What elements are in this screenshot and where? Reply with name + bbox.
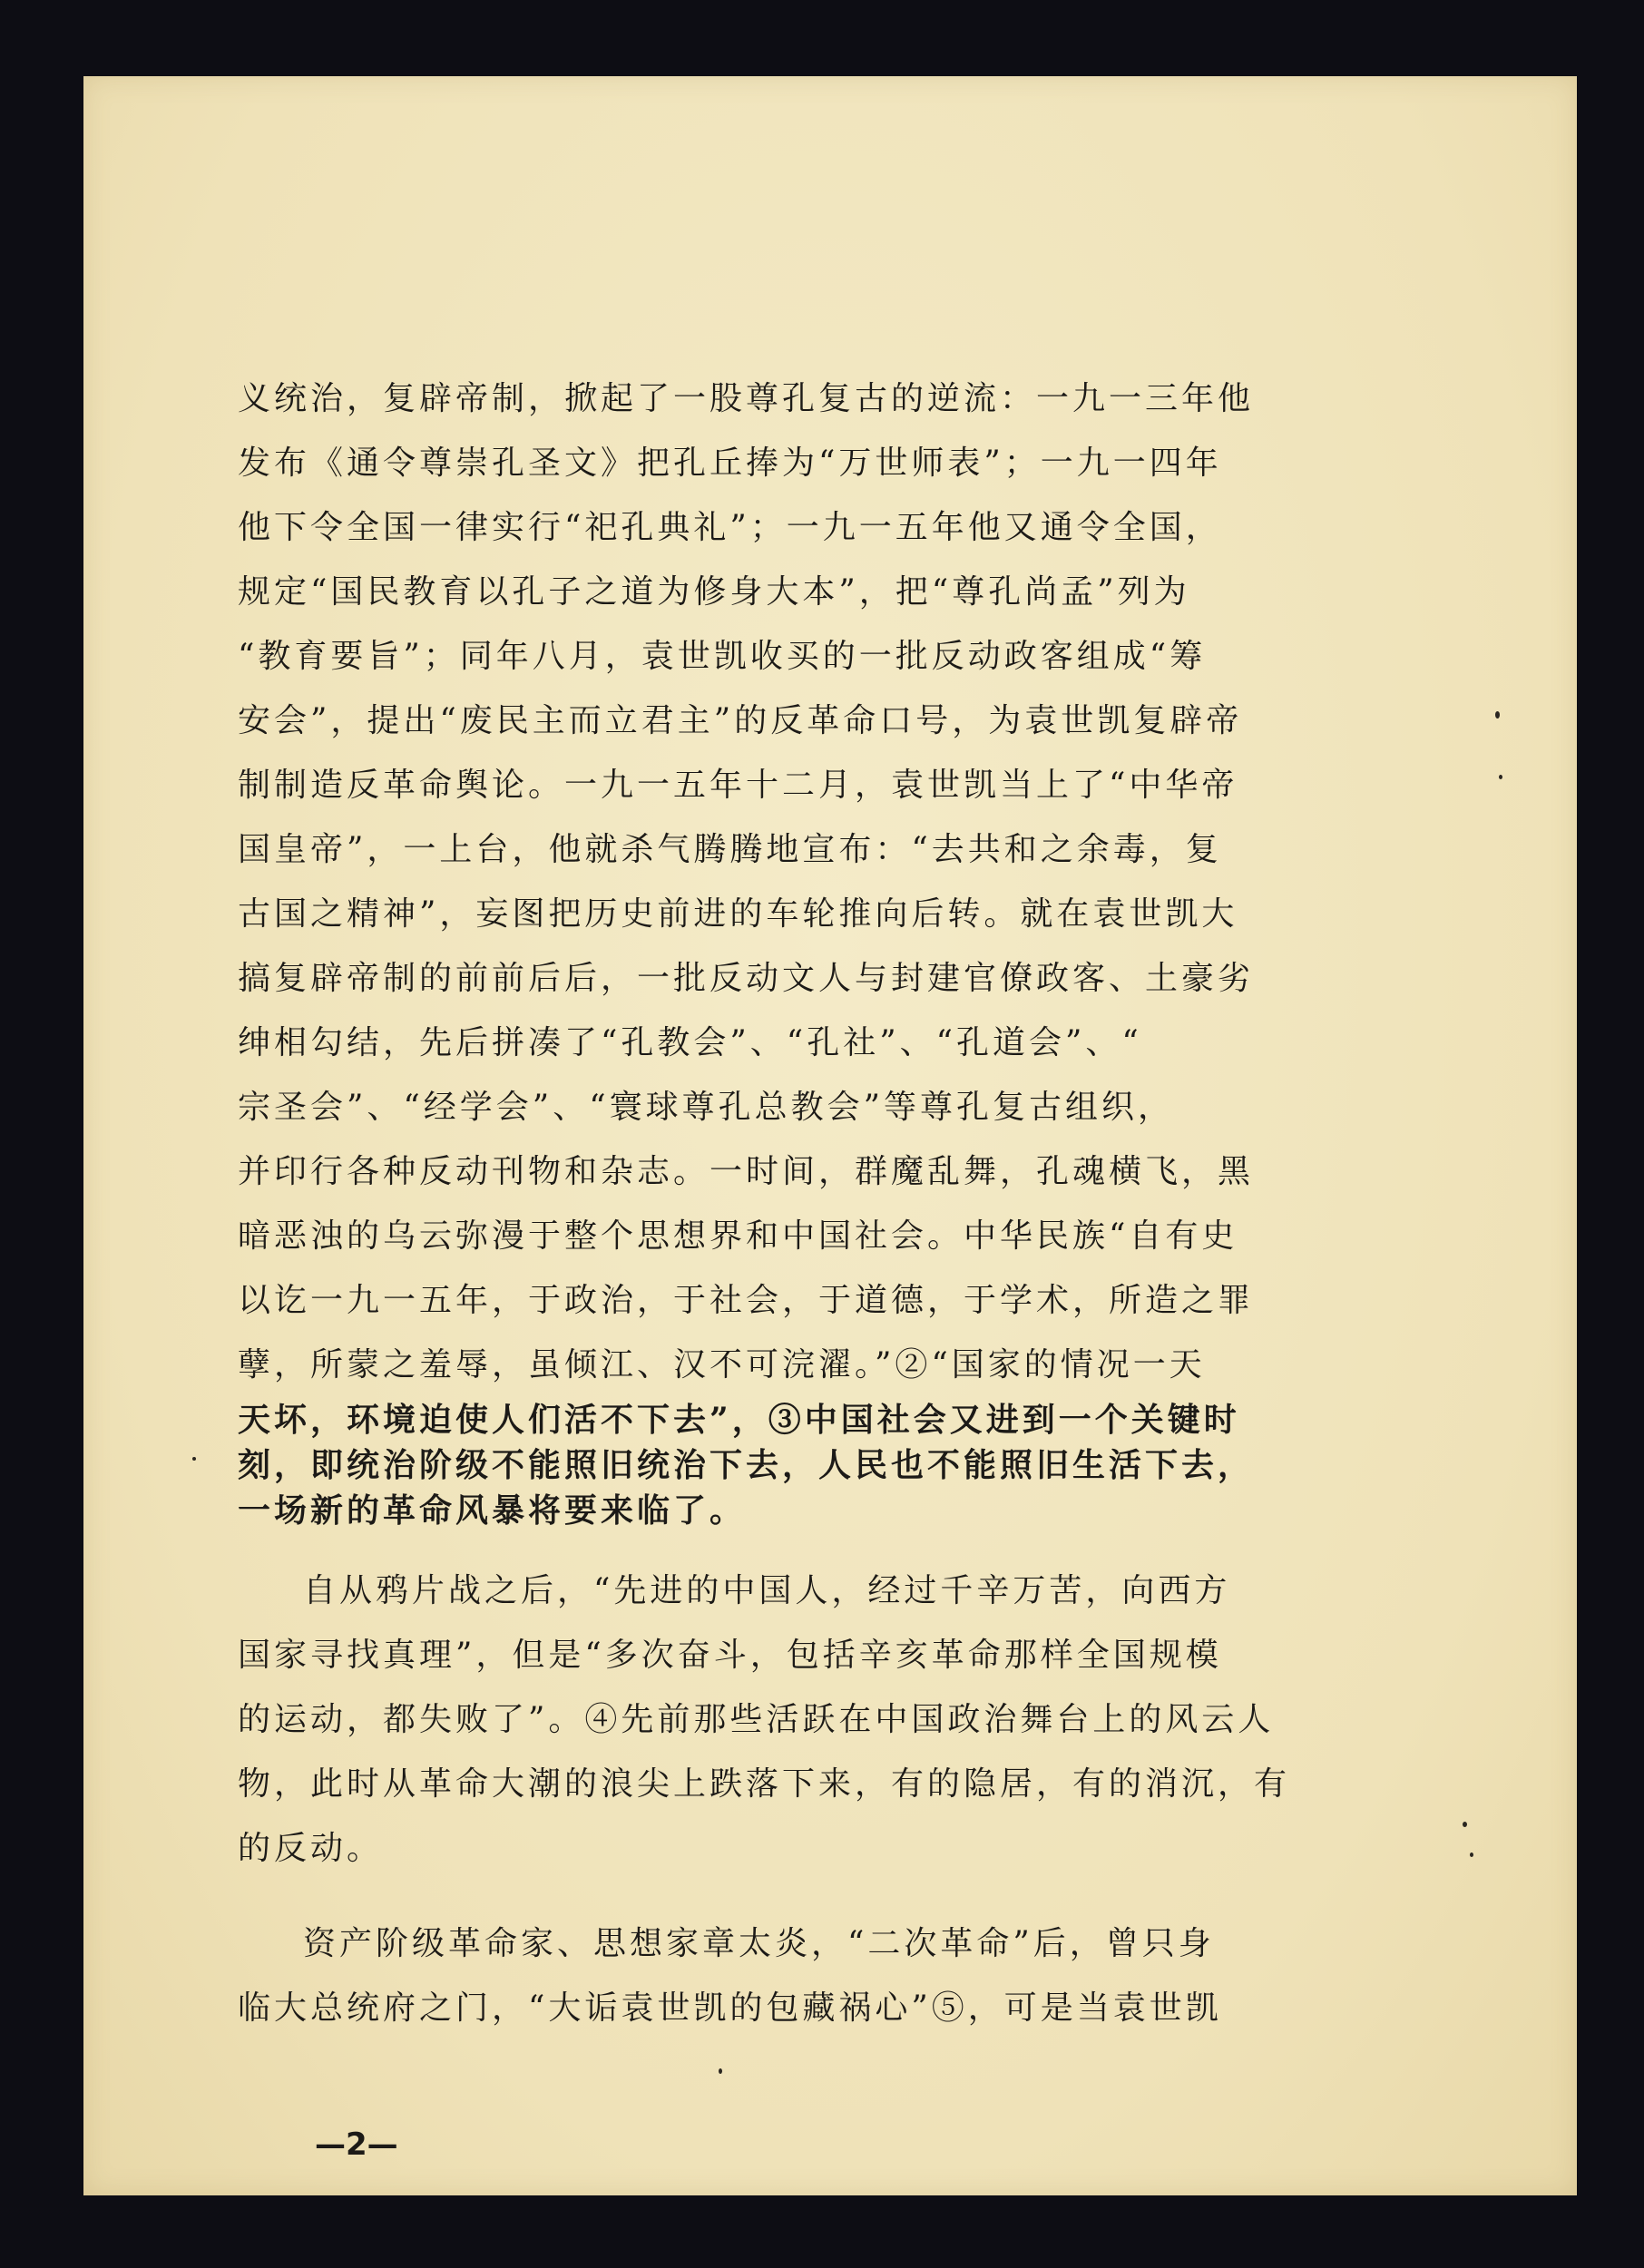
text-line: 古国之精神”，妄图把历史前进的车轮推向后转。就在袁世凯大 bbox=[238, 895, 1238, 933]
text-line: 物，此时从革命大潮的浪尖上跌落下来，有的隐居，有的消沉，有 bbox=[238, 1765, 1291, 1803]
paragraph-2 bbox=[238, 1559, 1345, 1881]
ink-speck bbox=[1463, 1822, 1467, 1827]
ink-speck bbox=[719, 2068, 722, 2074]
paragraph-1-dense bbox=[238, 1397, 1345, 1533]
body-text bbox=[238, 367, 1345, 2040]
page-number: —2— bbox=[315, 2126, 398, 2163]
text-line: 并印行各种反动刊物和杂志。一时间，群魔乱舞，孔魂横飞，黑 bbox=[238, 1153, 1255, 1190]
text-line: 规定“国民教育以孔子之道为修身大本”，把“尊孔尚孟”列为 bbox=[238, 573, 1190, 611]
paragraph-1 bbox=[238, 367, 1345, 1397]
text-line: 他下令全国一律实行“祀孔典礼”；一九一五年他又通令全国， bbox=[238, 509, 1222, 546]
text-line: 国家寻找真理”，但是“多次奋斗，包括辛亥革命那样全国规模 bbox=[238, 1637, 1222, 1674]
text-line: 义统治，复辟帝制，掀起了一股尊孔复古的逆流：一九一三年他 bbox=[238, 380, 1255, 417]
paragraph-gap bbox=[238, 1533, 1345, 1559]
text-line: 临大总统府之门，“大诟袁世凯的包藏祸心”⑤，可是当袁世凯 bbox=[238, 1989, 1222, 2027]
ink-speck bbox=[1499, 775, 1502, 779]
paragraph-gap bbox=[238, 1881, 1345, 1911]
text-line: 天坏，环境迫使人们活不下去”，③中国社会又进到一个关键时 bbox=[238, 1401, 1240, 1439]
ink-speck bbox=[1470, 1853, 1473, 1857]
text-line: 孽，所蒙之羞辱，虽倾江、汉不可浣濯。”②“国家的情况一天 bbox=[238, 1346, 1206, 1383]
text-line: 暗恶浊的乌云弥漫于整个思想界和中国社会。中华民族“自有史 bbox=[238, 1217, 1238, 1255]
text-line: 刻，即统治阶级不能照旧统治下去，人民也不能照旧生活下去， bbox=[238, 1446, 1255, 1484]
text-line: 以讫一九一五年，于政治，于社会，于道德，于学术，所造之罪 bbox=[238, 1282, 1255, 1319]
text-line: 国皇帝”，一上台，他就杀气腾腾地宣布：“去共和之余毒，复 bbox=[238, 831, 1222, 868]
ink-speck bbox=[192, 1457, 196, 1461]
text-line: 资产阶级革命家、思想家章太炎，“二次革命”后，曾只身 bbox=[303, 1925, 1215, 1962]
paragraph-3 bbox=[238, 1911, 1345, 2040]
text-line: 的反动。 bbox=[238, 1830, 384, 1867]
text-line: 搞复辟帝制的前前后后，一批反动文人与封建官僚政客、土豪劣 bbox=[238, 960, 1255, 997]
text-line: “教育要旨”；同年八月，袁世凯收买的一批反动政客组成“筹 bbox=[238, 638, 1207, 675]
text-line: 一场新的革命风暴将要来临了。 bbox=[238, 1491, 747, 1530]
ink-speck bbox=[1495, 711, 1500, 719]
text-line: 自从鸦片战之后，“先进的中国人，经过千辛万苦，向西方 bbox=[303, 1572, 1231, 1609]
text-line: 安会”，提出“废民主而立君主”的反革命口号，为袁世凯复辟帝 bbox=[238, 702, 1243, 739]
text-line: 绅相勾结，先后拼凑了“孔教会”、“孔社”、“孔道会”、“ bbox=[238, 1024, 1142, 1061]
text-line: 发布《通令尊崇孔圣文》把孔丘捧为“万世师表”；一九一四年 bbox=[238, 445, 1222, 482]
text-line: 的运动，都失败了”。④先前那些活跃在中国政治舞台上的风云人 bbox=[238, 1701, 1275, 1738]
document-page bbox=[83, 76, 1577, 2195]
text-line: 制制造反革命舆论。一九一五年十二月，袁世凯当上了“中华帝 bbox=[238, 767, 1238, 804]
text-line: 宗圣会”、“经学会”、“寰球尊孔总教会”等尊孔复古组织， bbox=[238, 1089, 1175, 1126]
